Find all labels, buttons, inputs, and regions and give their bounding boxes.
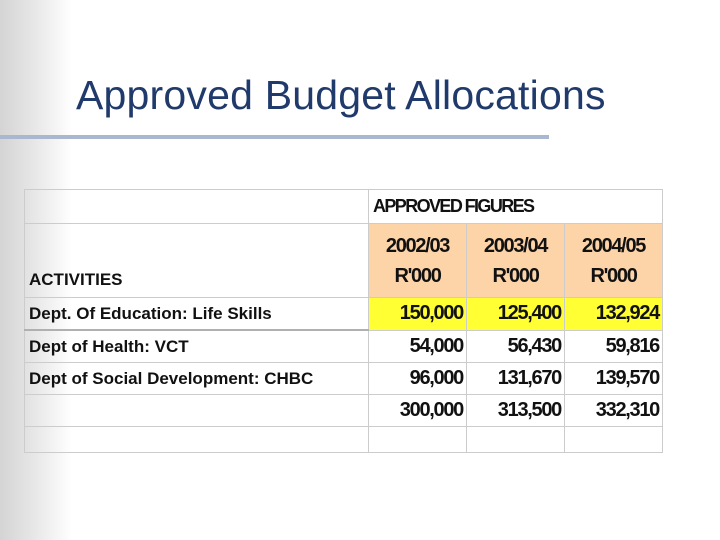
year-header-2002-03 <box>369 224 467 298</box>
activities-header: ACTIVITIES <box>25 224 369 298</box>
value-cell: 132,924 <box>565 298 663 331</box>
total-cell: 313,500 <box>467 395 565 427</box>
value-cell: 125,400 <box>467 298 565 331</box>
value-cell: 54,000 <box>369 330 467 363</box>
blank-cell <box>25 190 369 224</box>
table-row-column-headers <box>25 224 663 298</box>
table-row-social-development <box>25 363 663 395</box>
activity-label: Dept of Social Development: CHBC <box>25 363 369 395</box>
unit-label: R'000 <box>492 264 539 287</box>
blank-cell <box>25 427 369 453</box>
slide-title: Approved Budget Allocations <box>76 72 606 118</box>
unit-label: R'000 <box>590 264 637 287</box>
table-row-health <box>25 330 663 363</box>
year-label: 2003/04 <box>483 234 548 257</box>
year-label: 2004/05 <box>581 234 646 257</box>
value-cell: 150,000 <box>369 298 467 331</box>
value-cell: 56,430 <box>467 330 565 363</box>
unit-label: R'000 <box>394 264 441 287</box>
value-cell: 139,570 <box>565 363 663 395</box>
budget-table <box>24 189 663 453</box>
blank-cell <box>369 427 467 453</box>
blank-cell <box>467 427 565 453</box>
total-cell: 300,000 <box>369 395 467 427</box>
title-underline <box>0 135 549 139</box>
table-row-group-header <box>25 190 663 224</box>
blank-cell <box>565 427 663 453</box>
table-row-empty <box>25 427 663 453</box>
table-row-education <box>25 298 663 331</box>
activity-label: Dept of Health: VCT <box>25 330 369 363</box>
value-cell: 131,670 <box>467 363 565 395</box>
value-cell: 59,816 <box>565 330 663 363</box>
table-row-totals <box>25 395 663 427</box>
activity-label: Dept. Of Education: Life Skills <box>25 298 369 331</box>
year-header-2004-05 <box>565 224 663 298</box>
year-label: 2002/03 <box>385 234 450 257</box>
total-cell: 332,310 <box>565 395 663 427</box>
approved-figures-header: APPROVED FIGURES <box>369 190 663 224</box>
value-cell: 96,000 <box>369 363 467 395</box>
blank-cell <box>25 395 369 427</box>
year-header-2003-04 <box>467 224 565 298</box>
